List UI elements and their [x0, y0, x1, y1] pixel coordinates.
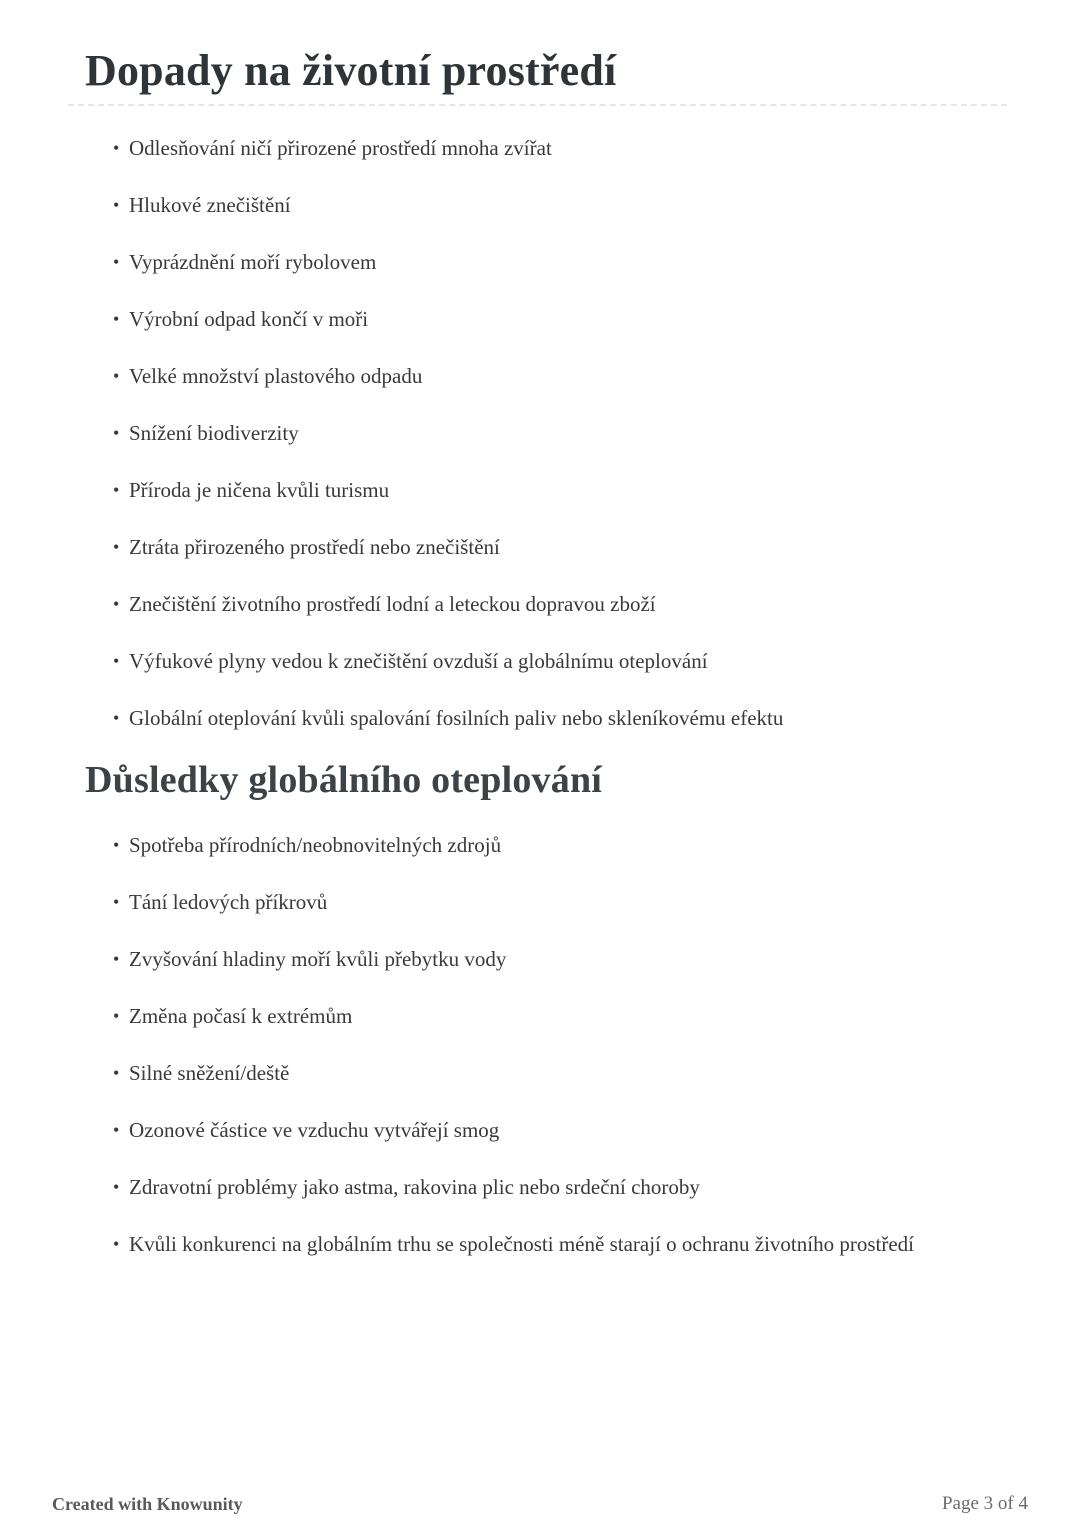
list-item-text: Velké množství plastového odpadu: [129, 364, 423, 388]
list-item: [113, 1169, 1007, 1205]
list-item-text: Ztráta přirozeného prostředí nebo znečištění: [129, 535, 500, 559]
list-item: [113, 130, 1007, 166]
bullet-icon: •: [113, 708, 120, 728]
list-item: [113, 1112, 1007, 1148]
bullet-icon: •: [113, 949, 120, 969]
bullet-icon: •: [113, 195, 120, 215]
list-item-text: Tání ledových příkrovů: [129, 890, 328, 914]
list-item-text: Zvyšování hladiny moří kvůli přebytku vody: [129, 947, 507, 971]
list-item-text: Zdravotní problémy jako astma, rakovina plic nebo srdeční choroby: [129, 1175, 700, 1199]
bullet-icon: •: [113, 835, 120, 855]
bullet-icon: •: [113, 594, 120, 614]
list-item-text: Kvůli konkurenci na globálním trhu se společnosti méně starají o ochranu životního prostředí: [129, 1232, 914, 1256]
bullet-icon: •: [113, 1006, 120, 1026]
bullet-icon: •: [113, 138, 120, 158]
footer-branding: Created with Knowunity: [52, 1494, 243, 1514]
list-item: [113, 1226, 1007, 1262]
bullet-icon: •: [113, 252, 120, 272]
bullet-icon: •: [113, 651, 120, 671]
list-item: [113, 1055, 1007, 1091]
bullet-icon: •: [113, 1234, 120, 1254]
bullet-icon: •: [113, 423, 120, 443]
list-item: [113, 301, 1007, 337]
bullet-icon: •: [113, 1063, 120, 1083]
list-item-text: Ozonové částice ve vzduchu vytvářejí smog: [129, 1118, 500, 1142]
list-item: [113, 827, 1007, 863]
list-item-text: Výfukové plyny vedou k znečištění ovzduší a globálnímu oteplování: [129, 649, 708, 673]
list-item: [113, 415, 1007, 451]
bullet-icon: •: [113, 1120, 120, 1140]
bullet-icon: •: [113, 1177, 120, 1197]
bullet-icon: •: [113, 892, 120, 912]
list-item: [113, 358, 1007, 394]
consequence-list: [68, 827, 1007, 1262]
list-item-text: Výrobní odpad končí v moři: [129, 307, 369, 331]
list-item: [113, 998, 1007, 1034]
list-item: [113, 643, 1007, 679]
title-divider: [68, 104, 1007, 106]
page-title: Dopady na životní prostředí: [85, 46, 617, 95]
list-item-text: Znečištění životního prostředí lodní a leteckou dopravou zboží: [129, 592, 656, 616]
list-item-text: Spotřeba přírodních/neobnovitelných zdrojů: [129, 833, 502, 857]
list-item: [113, 884, 1007, 920]
bullet-icon: •: [113, 309, 120, 329]
list-item-text: Snížení biodiverzity: [129, 421, 299, 445]
list-item-text: Vyprázdnění moří rybolovem: [129, 250, 377, 274]
section-subtitle: Důsledky globálního oteplování: [85, 759, 603, 801]
list-item-text: Globální oteplování kvůli spalování fosilních paliv nebo skleníkovému efektu: [129, 706, 784, 730]
bullet-icon: •: [113, 537, 120, 557]
list-item-text: Hlukové znečištění: [129, 193, 291, 217]
bullet-icon: •: [113, 480, 120, 500]
footer-page-number: Page 3 of 4: [941, 1493, 1028, 1514]
list-item: [113, 941, 1007, 977]
list-item: [113, 472, 1007, 508]
list-item: [113, 586, 1007, 622]
list-item-text: Příroda je ničena kvůli turismu: [129, 478, 390, 502]
list-item-text: Odlesňování ničí přirozené prostředí mnoha zvířat: [129, 136, 552, 160]
list-item-text: Změna počasí k extrémům: [129, 1004, 353, 1028]
bullet-icon: •: [113, 366, 120, 386]
list-item: [113, 529, 1007, 565]
list-item: [113, 700, 1007, 736]
list-item: [113, 187, 1007, 223]
list-item: [113, 244, 1007, 280]
list-item-text: Silné sněžení/deště: [129, 1061, 290, 1085]
impact-list: [68, 130, 1007, 736]
